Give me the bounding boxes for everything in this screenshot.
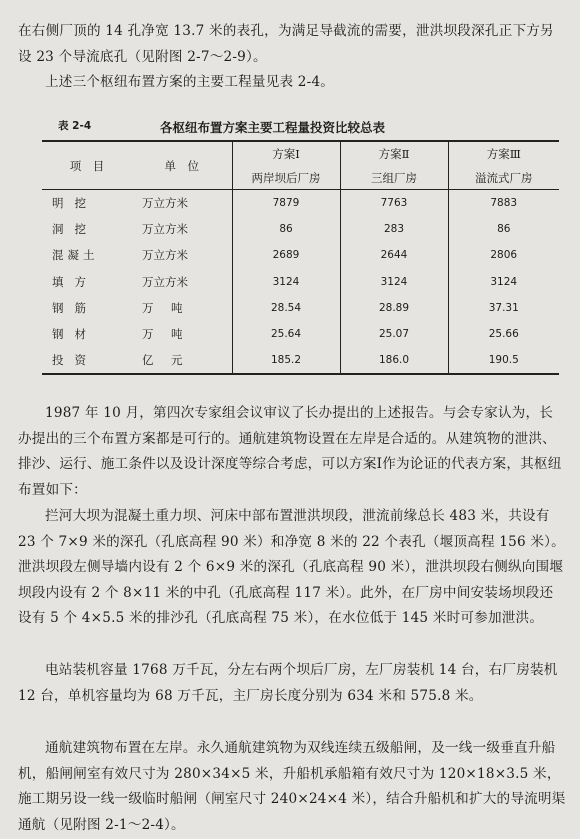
row-plan-2: 25.07 (340, 321, 448, 347)
header-plan-3-sub: 溢流式厂房 (448, 166, 559, 190)
row-plan-3: 2806 (448, 242, 559, 268)
header-plan-2-sub: 三组厂房 (340, 166, 448, 190)
table-row (42, 242, 559, 268)
row-unit: 万立方米 (142, 221, 188, 236)
row-plan-3: 190.5 (448, 347, 559, 373)
table-row (42, 216, 559, 242)
row-plan-3: 25.66 (448, 321, 559, 347)
row-unit: 万立方米 (142, 195, 188, 210)
row-plan-1: 28.54 (232, 295, 340, 321)
table-row (42, 321, 559, 347)
row-unit: 万 吨 (142, 327, 186, 342)
table-row (42, 295, 559, 321)
paragraph-4: 拦河大坝为混凝土重力坝、河床中部布置泄洪坝段，泄流前缘总长 483 米，共设有 23 个 7×9 米的深孔（孔底高程 90 米）和净宽 8 米的 22 个表孔（堰顶高程 156 米）。泄洪坝段左侧导墙内设有 2 个 6×9 米的深孔（孔底高程 90 米），泄洪坝段右侧纵向围堰坝段内设有 2 个 8×11 米的中孔（孔底高程 117 米）。此外，在厂房中间安装场坝段还设有 5 个 4×5.5 米的排沙孔（孔底高程 75 米），在水位低于 145 米时可参加泄洪。 (18, 508, 565, 626)
row-item: 明挖 (52, 195, 97, 210)
row-item: 钢筋 (52, 300, 97, 315)
row-unit: 万立方米 (142, 248, 188, 263)
row-plan-1: 3124 (232, 268, 340, 294)
table-caption (0, 118, 580, 140)
row-item: 投资 (52, 352, 97, 367)
header-plan-2: 方案Ⅱ (340, 141, 448, 166)
table-title: 各枢纽布置方案主要工程量投资比较总表 (160, 120, 386, 135)
header-plan-3: 方案Ⅲ (448, 141, 559, 166)
row-plan-3: 37.31 (448, 295, 559, 321)
row-plan-2: 2644 (340, 242, 448, 268)
table-row (42, 347, 559, 373)
row-unit: 万 吨 (142, 300, 186, 315)
paragraph-5: 电站装机容量 1768 万千瓦，分左右两个坝后厂房，左厂房装机 14 台，右厂房装机 12 台，单机容量均为 68 万千瓦，主厂房长度分别为 634 米和 575.8 米。 (18, 662, 558, 704)
header-unit: 单 位 (132, 141, 232, 190)
row-plan-1: 2689 (232, 242, 340, 268)
row-item: 洞挖 (52, 221, 97, 236)
table-number: 表 2-4 (58, 120, 92, 132)
row-plan-2: 7763 (340, 190, 448, 216)
row-plan-1: 25.64 (232, 321, 340, 347)
row-unit: 亿 元 (142, 352, 186, 367)
row-plan-1: 86 (232, 216, 340, 242)
paragraph-6: 通航建筑物布置在左岸。永久通航建筑物为双线连续五级船闸，及一线一级垂直升船机，船闸闸室有效尺寸为 280×34×5 米，升船机承船箱有效尺寸为 120×18×3.5 米，施工期另设一线一级临时船闸（闸室尺寸 240×24×4 米），结合升船机和扩大的导流明渠通航（见附图 2-1～2-4）。 (18, 740, 566, 833)
row-item: 混凝土 (52, 248, 99, 263)
row-plan-2: 186.0 (340, 347, 448, 373)
header-plan-1: 方案Ⅰ (232, 141, 340, 166)
row-plan-3: 7883 (448, 190, 559, 216)
row-plan-3: 3124 (448, 268, 559, 294)
row-plan-2: 3124 (340, 268, 448, 294)
row-plan-1: 7879 (232, 190, 340, 216)
paragraph-3: 1987 年 10 月，第四次专家组会议审议了长办提出的上述报告。与会专家认为，长办提出的三个布置方案都是可行的。通航建筑物设置在左岸是合适的。从建筑物的泄洪、排沙、运行、施工条件以及设计深度等综合考虑，可以方案Ⅰ作为论证的代表方案，其枢纽布置如下： (18, 405, 562, 498)
row-plan-2: 283 (340, 216, 448, 242)
table-row (42, 190, 559, 216)
row-plan-1: 185.2 (232, 347, 340, 373)
row-unit: 万立方米 (142, 274, 188, 289)
row-item: 填方 (52, 274, 97, 289)
comparison-table (42, 140, 559, 375)
header-plan-1-sub: 两岸坝后厂房 (232, 166, 340, 190)
header-item: 项 目 (42, 141, 132, 190)
row-item: 钢材 (52, 327, 97, 342)
paragraph-2: 上述三个枢纽布置方案的主要工程量见表 2-4。 (45, 74, 335, 90)
row-plan-3: 86 (448, 216, 559, 242)
table-row (42, 268, 559, 294)
paragraph-1: 在右侧厂顶的 14 孔净宽 13.7 米的表孔，为满足导截流的需要，泄洪坝段深孔正下方另设 23 个导流底孔（见附图 2-7～2-9）。 (18, 23, 554, 65)
row-plan-2: 28.89 (340, 295, 448, 321)
